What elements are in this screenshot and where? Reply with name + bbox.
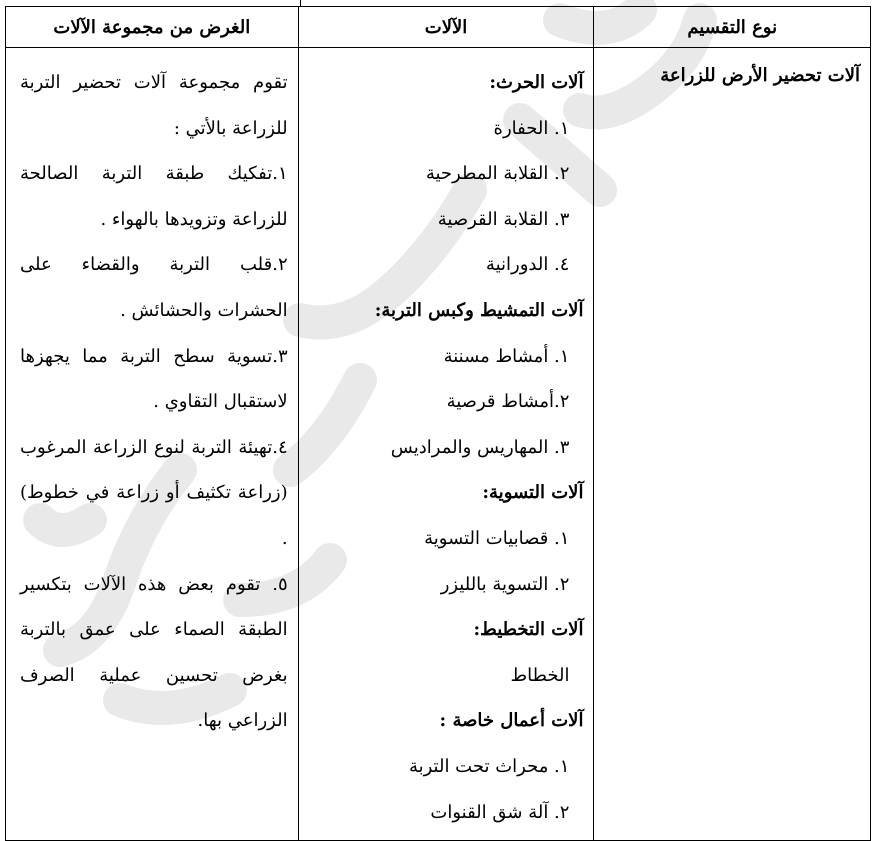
purpose-paragraph: ٣.تسوية سطح التربة مما يجهزها لاستقبال التقاوي . <box>20 345 288 413</box>
tool-group-heading: آلات أعمال خاصة : <box>439 710 584 732</box>
tool-item: ١. أمشاط مسننة <box>443 345 570 367</box>
purpose-paragraph: تقوم مجموعة آلات تحضير التربة للزراعة بالأتي : <box>20 72 288 139</box>
tool-item: الخطاط <box>510 664 570 686</box>
tool-group-heading: آلات التخطيط: <box>473 619 584 641</box>
purpose-paragraph: ١.تفكيك طبقة التربة الصالحة للزراعة وتزويدها بالهواء . <box>20 163 288 230</box>
tool-group-heading: آلات الحرث: <box>489 72 584 93</box>
tool-group-heading: آلات التمشيط وكبس التربة: <box>374 299 584 321</box>
purpose-cell <box>6 48 299 841</box>
purpose-paragraph: ٥. تقوم بعض هذه الآلات بتكسير الطبقة الصماء على عمق بالتربة بغرض تحسين عملية الصرف الزراعي بها. <box>20 573 288 732</box>
header-type: نوع التقسيم <box>594 7 871 48</box>
tool-item: ٢. التسوية بالليزر <box>440 573 570 595</box>
purpose-text <box>20 60 288 744</box>
header-purpose: الغرض من مجموعة الآلات <box>6 7 299 48</box>
tool-item: ٢. آلة شق القنوات <box>430 801 570 823</box>
machines-table <box>5 6 871 841</box>
tool-item: ١. قصابيات التسوية <box>424 527 570 549</box>
tool-item: ٤. الدورانية <box>485 254 570 276</box>
tool-item: ٣. القلابة القرصية <box>437 208 570 230</box>
tool-group-heading: آلات التسوية: <box>482 482 584 504</box>
type-cell: آلات تحضير الأرض للزراعة <box>594 48 871 841</box>
purpose-paragraph: ٤.تهيئة التربة لنوع الزراعة المرغوب (زراعة تكثيف أو زراعة في خطوط) . <box>20 436 288 549</box>
tool-item: ٣. المهاريس والمراديس <box>390 436 570 458</box>
tools-cell <box>298 48 594 841</box>
tools-list <box>307 60 584 835</box>
table-header-row <box>6 7 871 48</box>
header-tools: الآلات <box>298 7 594 48</box>
tool-item: ١. الحفارة <box>493 117 570 139</box>
tool-item: ٢.أمشاط قرصية <box>446 391 570 413</box>
purpose-paragraph: ٢.قلب التربة والقضاء على الحشرات والحشائش . <box>20 254 288 321</box>
tool-item: ١. محراث تحت التربة <box>408 755 570 777</box>
table-row <box>6 48 871 841</box>
tool-item: ٢. القلابة المطرحية <box>425 163 570 185</box>
